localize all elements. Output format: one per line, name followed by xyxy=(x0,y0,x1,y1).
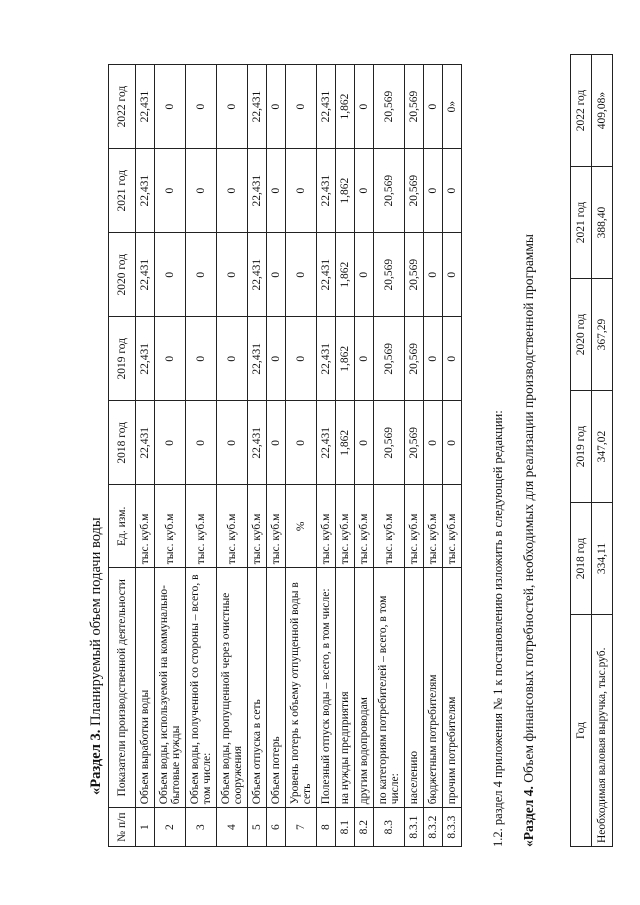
row-name: бюджетным потребителям xyxy=(424,568,443,808)
row-value: 20,569 xyxy=(405,149,424,233)
row-value: 20,569 xyxy=(405,317,424,401)
row-num: 8.3.1 xyxy=(405,808,424,847)
row-name: Объем потерь xyxy=(267,568,286,808)
row-name: Объем воды, пропущенной через очистные сооружения xyxy=(217,568,248,808)
table-row xyxy=(267,65,286,847)
row-value: 0 xyxy=(186,233,217,317)
row-num: 8 xyxy=(317,808,336,847)
row-value: 0 xyxy=(155,149,186,233)
header-year: 2018 год xyxy=(109,401,136,485)
row-unit: тыс. куб.м xyxy=(267,485,286,568)
row-value: 1,862 xyxy=(336,149,355,233)
row-value: 20,569 xyxy=(374,149,405,233)
row-unit: тыс. куб.м xyxy=(424,485,443,568)
row-value: 0 xyxy=(217,317,248,401)
section-4-title-text: Объем финансовых потребностей, необходимых для реализации производственной программы xyxy=(521,234,536,787)
row-value: 20,569 xyxy=(374,233,405,317)
row-num: 6 xyxy=(267,808,286,847)
row-value: 22,431 xyxy=(248,233,267,317)
row-value: 0 xyxy=(424,65,443,149)
row-value: 0 xyxy=(267,317,286,401)
row-num: 8.2 xyxy=(355,808,374,847)
row-value: 22,431 xyxy=(248,65,267,149)
row-value: 22,431 xyxy=(248,317,267,401)
row-name: населению xyxy=(405,568,424,808)
row-unit: тыс. куб.м xyxy=(136,485,155,568)
row-value: 0 xyxy=(267,149,286,233)
row-unit: тыс. куб.м xyxy=(248,485,267,568)
amendment-note: 1.2. раздел 4 приложения № 1 к постановлению изложить в следующей редакции: xyxy=(491,410,505,847)
row-num: 2 xyxy=(155,808,186,847)
row-value: 0 xyxy=(355,149,374,233)
row-value: 20,569 xyxy=(405,233,424,317)
row-value: 0 xyxy=(217,149,248,233)
row-value: 20,569 xyxy=(405,65,424,149)
row-value: 0 xyxy=(267,233,286,317)
row-value: 0 xyxy=(443,317,462,401)
row-value: 0 xyxy=(424,317,443,401)
table-row xyxy=(286,65,317,847)
row-num: 4 xyxy=(217,808,248,847)
row-value: 0 xyxy=(155,233,186,317)
fin-row-value: 409,08» xyxy=(592,55,613,167)
row-value: 22,431 xyxy=(136,149,155,233)
table-row xyxy=(336,65,355,847)
row-value: 22,431 xyxy=(317,317,336,401)
row-num: 8.3.3 xyxy=(443,808,462,847)
row-value: 22,431 xyxy=(248,149,267,233)
fin-header-year: 2019 год xyxy=(571,391,592,503)
row-value: 0 xyxy=(186,401,217,485)
row-value: 22,431 xyxy=(136,65,155,149)
row-value: 22,431 xyxy=(317,401,336,485)
row-unit: тыс. куб.м xyxy=(186,485,217,568)
row-value: 22,431 xyxy=(248,401,267,485)
row-unit: тыс. куб.м xyxy=(355,485,374,568)
header-unit: Ед. изм. xyxy=(109,485,136,568)
row-value: 0 xyxy=(217,401,248,485)
row-num: 5 xyxy=(248,808,267,847)
row-unit: тыс. куб.м xyxy=(443,485,462,568)
row-value: 0 xyxy=(186,149,217,233)
row-value: 0 xyxy=(424,149,443,233)
row-num: 3 xyxy=(186,808,217,847)
row-value: 0 xyxy=(424,401,443,485)
table-row xyxy=(424,65,443,847)
header-num: № п/п xyxy=(109,808,136,847)
fin-header-year-label: Год xyxy=(571,615,592,847)
row-name: Объем воды, используемой на коммунально-бытовые нужды xyxy=(155,568,186,808)
row-unit: тыс. куб.м xyxy=(374,485,405,568)
fin-header-year: 2021 год xyxy=(571,167,592,279)
fin-row-value: 347,02 xyxy=(592,391,613,503)
header-year: 2022 год xyxy=(109,65,136,149)
row-name: Уровень потерь к объему отпущенной воды в сеть xyxy=(286,568,317,808)
fin-header-year: 2022 год xyxy=(571,55,592,167)
row-name: прочим потребителям xyxy=(443,568,462,808)
section-3-title xyxy=(88,517,105,795)
row-value: 20,569 xyxy=(405,401,424,485)
row-value: 0 xyxy=(267,65,286,149)
fin-row-value: 334,11 xyxy=(592,503,613,615)
section-4-title-bold: «Раздел 4. xyxy=(521,786,536,847)
table-row xyxy=(355,65,374,847)
row-value: 0 xyxy=(155,317,186,401)
row-value: 0 xyxy=(286,149,317,233)
table-row xyxy=(155,65,186,847)
row-num: 8.3.2 xyxy=(424,808,443,847)
row-value: 22,431 xyxy=(136,401,155,485)
row-value: 0 xyxy=(155,65,186,149)
row-name: Объем отпуска в сеть xyxy=(248,568,267,808)
row-value: 0 xyxy=(443,149,462,233)
row-value: 0 xyxy=(286,317,317,401)
row-value: 0 xyxy=(155,401,186,485)
row-unit: тыс. куб.м xyxy=(155,485,186,568)
financial-needs-table xyxy=(570,54,613,847)
row-value: 22,431 xyxy=(136,317,155,401)
row-value: 0 xyxy=(355,233,374,317)
row-name: Объем воды, полученной со стороны – всего, в том числе: xyxy=(186,568,217,808)
row-value: 0 xyxy=(267,401,286,485)
row-value: 0 xyxy=(286,233,317,317)
row-unit: тыс. куб.м xyxy=(317,485,336,568)
row-value: 20,569 xyxy=(374,65,405,149)
row-value: 22,431 xyxy=(317,65,336,149)
table-row xyxy=(405,65,424,847)
row-num: 8.3 xyxy=(374,808,405,847)
row-unit: % xyxy=(286,485,317,568)
row-value: 22,431 xyxy=(317,149,336,233)
header-indicator: Показатели производственной деятельности xyxy=(109,568,136,808)
row-value: 1,862 xyxy=(336,317,355,401)
row-value: 0 xyxy=(217,65,248,149)
header-year: 2020 год xyxy=(109,233,136,317)
table-row xyxy=(317,65,336,847)
row-name: Объем выработки воды xyxy=(136,568,155,808)
table-row xyxy=(136,65,155,847)
section-3-title-text: Планируемый объем подачи воды xyxy=(88,517,104,730)
fin-header-year: 2020 год xyxy=(571,279,592,391)
section-3-title-bold: «Раздел 3. xyxy=(88,729,104,795)
table-row xyxy=(248,65,267,847)
row-value: 0 xyxy=(217,233,248,317)
fin-row-label: Необходимая валовая выручка, тыс.руб. xyxy=(592,615,613,847)
row-value: 0 xyxy=(355,401,374,485)
water-supply-table xyxy=(108,64,462,847)
table-header-row xyxy=(109,65,136,847)
header-year: 2021 год xyxy=(109,149,136,233)
row-value: 22,431 xyxy=(317,233,336,317)
row-value: 0 xyxy=(355,65,374,149)
row-value: 0 xyxy=(186,317,217,401)
row-value: 0» xyxy=(443,65,462,149)
fin-header-year: 2018 год xyxy=(571,503,592,615)
row-value: 1,862 xyxy=(336,233,355,317)
row-num: 1 xyxy=(136,808,155,847)
row-value: 0 xyxy=(286,65,317,149)
fin-header-row xyxy=(571,55,592,847)
row-value: 0 xyxy=(443,233,462,317)
row-value: 0 xyxy=(443,401,462,485)
row-value: 0 xyxy=(424,233,443,317)
row-num: 8.1 xyxy=(336,808,355,847)
row-value: 0 xyxy=(186,65,217,149)
table-row xyxy=(374,65,405,847)
table-row xyxy=(443,65,462,847)
table-row xyxy=(186,65,217,847)
fin-row-value: 388,40 xyxy=(592,167,613,279)
table-row xyxy=(217,65,248,847)
row-unit: тыс. куб.м xyxy=(217,485,248,568)
row-value: 1,862 xyxy=(336,401,355,485)
row-name: другим водопроводам xyxy=(355,568,374,808)
row-unit: тыс. куб.м xyxy=(405,485,424,568)
fin-data-row xyxy=(592,55,613,847)
section-4-title xyxy=(521,234,537,847)
row-value: 1,862 xyxy=(336,65,355,149)
row-name: Полезный отпуск воды – всего, в том числе: xyxy=(317,568,336,808)
row-name: по категориям потребителей – всего, в том числе: xyxy=(374,568,405,808)
row-name: на нужды предприятия xyxy=(336,568,355,808)
header-year: 2019 год xyxy=(109,317,136,401)
row-value: 22,431 xyxy=(136,233,155,317)
row-value: 0 xyxy=(286,401,317,485)
row-unit: тыс. куб.м xyxy=(336,485,355,568)
row-num: 7 xyxy=(286,808,317,847)
fin-row-value: 367,29 xyxy=(592,279,613,391)
row-value: 20,569 xyxy=(374,401,405,485)
row-value: 0 xyxy=(355,317,374,401)
row-value: 20,569 xyxy=(374,317,405,401)
